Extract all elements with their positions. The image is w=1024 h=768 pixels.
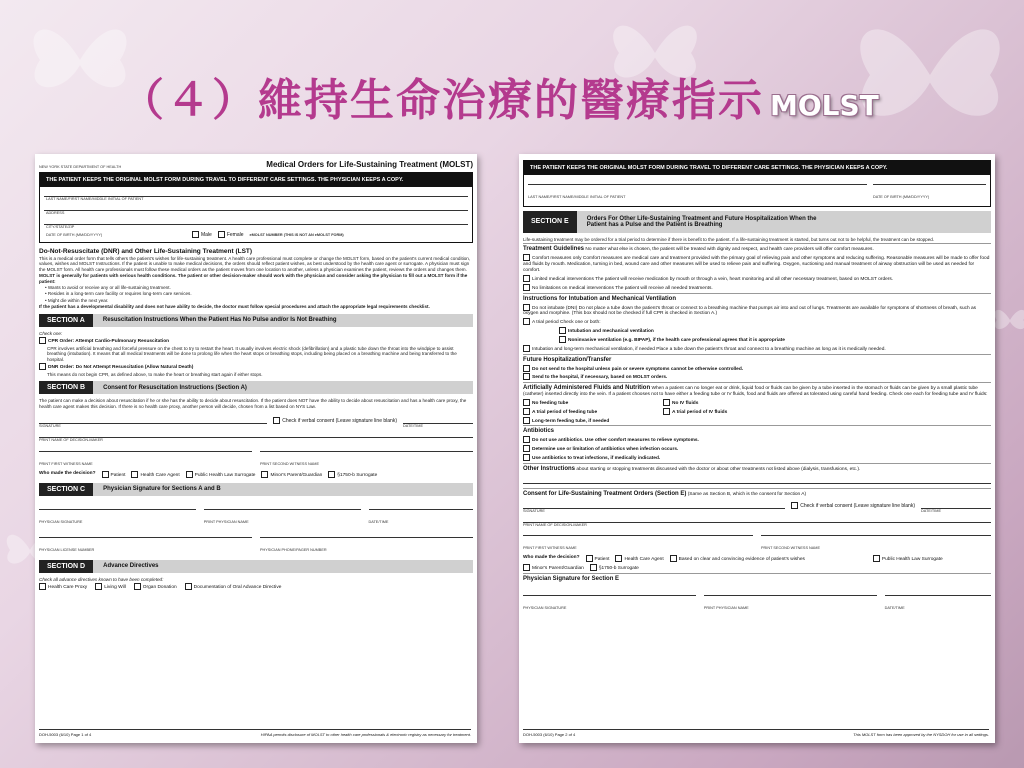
antibiotics-heading: Antibiotics [523,428,554,435]
physician-date-field[interactable] [885,587,991,596]
form-title: Medical Orders for Life-Sustaining Treatment (MOLST) [266,160,473,169]
decision-maker-field[interactable] [39,428,473,438]
male-checkbox[interactable] [192,231,199,238]
decision-maker-label: PRINT NAME OF DECISION-MAKER [39,438,103,443]
limited-interventions-checkbox[interactable] [523,275,530,282]
trial-feeding-checkbox[interactable] [523,408,530,415]
section-b-label: SECTION B [39,381,93,394]
signature-label: SIGNATURE [39,424,61,429]
section-d-title: Advance Directives [103,563,159,570]
datetime-label: DATE/TIME [921,508,941,513]
male-label: Male [201,231,212,238]
no-antibiotics-label: Do not use antibiotics. Use other comfort measures to relieve symptoms. [532,438,699,444]
dnr-title: DNR Order: Do Not Attempt Resuscitation (Allow Natural Death) [48,364,194,370]
physician-phone-field[interactable] [260,528,473,538]
who-patient-label: Patient [110,472,126,478]
physician-signature-label: PHYSICIAN SIGNATURE [523,606,567,611]
ad-oral-checkbox[interactable] [185,583,192,590]
check-one-label: Check one: [39,330,63,336]
decision-maker-field[interactable] [523,513,991,523]
no-iv-label: No IV fluids [672,400,699,406]
section-e-title: Orders For Other Life-Sustaining Treatment and Future Hospitalization When the Patient has a Pulse and the Patient is Breathing [586,216,817,228]
physician-name-label: PRINT PHYSICIAN NAME [203,519,249,524]
who-agent-checkbox[interactable] [131,471,138,478]
consent-note: (Same as Section B, which is the consent for Section A) [687,491,807,497]
who-guardian-label: Minor's Parent/Guardian [532,566,584,572]
section-d-label: SECTION D [39,560,93,573]
cpr-title: CPR Order: Attempt Cardio-Pulmonary Resuscitation [48,338,170,344]
molst-general: MOLST is generally for patients with serious health conditions. The patient or other decision-maker should work with the physician and consider asking the physician to fill out a MOLST form if the patient: [39,273,468,284]
who-patient-checkbox[interactable] [102,471,109,478]
who-1750b-label: §1750-b Surrogate [337,472,378,478]
no-limitations-checkbox[interactable] [523,284,530,291]
long-term-feeding-label: Long-term feeding tube, if needed [532,418,610,424]
physician-phone-label: PHYSICIAN PHONE/PAGER NUMBER [260,547,327,552]
ad-oral-label: Documentation of Oral Advance Directive [193,584,282,590]
verbal-consent-checkbox[interactable] [273,417,280,424]
dob-field-label: DATE OF BIRTH (MM/DD/YYYY) [46,232,103,237]
cpr-text: CPR involves artificial breathing and forceful pressure on the chest to try to restart the heart. It usually involves electric shock (defibrillation) and a plastic tube down the throat into the windpipe to assist breathing (intubation). It means that all medical treatments will be done to prolong life when the heart stops or breathing stops, including being placed on a breathing machine and being transferred to the hospital. [47,345,457,362]
trial-period-checkbox[interactable] [523,318,530,325]
name-field[interactable] [44,187,468,197]
who-guardian-checkbox[interactable] [261,471,268,478]
section-b-title: Consent for Resuscitation Instructions (Section A) [103,384,247,391]
ad-organ-checkbox[interactable] [134,583,141,590]
physician-date-label: DATE/TIME [884,606,905,611]
ad-proxy-label: Health Care Proxy [48,584,88,590]
name-field-label: LAST NAME/FIRST NAME/MIDDLE INITIAL OF PATIENT [46,197,144,201]
witness1-field[interactable] [39,442,252,452]
long-term-feeding-checkbox[interactable] [523,417,530,424]
who-patient-checkbox[interactable] [586,555,593,562]
city-field[interactable] [44,215,468,225]
limited-interventions-label: Limited medical interventions The patient will receive medication by mouth or through a vein, heart monitoring and all other necessary treatment, based on MOLST orders. [532,276,894,282]
section-b-header [39,381,473,394]
who-1750b-label: §1750-b Surrogate [598,566,639,572]
who-decision-label: Who made the decision? [523,554,580,560]
slide-title-main: （４）維持生命治療的醫療指示 [120,75,764,126]
determine-antibiotics-label: Determine use or limitation of antibiotics when infection occurs. [532,446,679,452]
footer-right: This MOLST form has been approved by the NYSDOH for use in all settings. [853,732,989,737]
physician-signature-label: PHYSICIAN SIGNATURE [39,519,83,524]
verbal-consent-label: Check if verbal consent (Leave signature line blank) [800,502,915,509]
city-field-label: CITY/STATE/ZIP [46,225,75,229]
send-hospital-checkbox[interactable] [523,373,530,380]
who-patient-label: Patient [594,556,610,562]
verbal-consent-label: Check if verbal consent (Leave signature line blank) [282,417,397,424]
emolst-label: eMOLST NUMBER (THIS IS NOT AN eMOLST FORM) [249,232,344,237]
trial-feeding-label: A trial period of feeding tube [532,409,598,415]
section-c-label: SECTION C [39,483,93,496]
who-agent-checkbox[interactable] [615,555,622,562]
footer-left: DOH-5003 (6/10) Page 2 of 4 [523,732,576,737]
dnr-heading: Do-Not-Resuscitate (DNR) and Other Life-Sustaining Treatment (LST) [39,248,253,255]
witness1-label: PRINT FIRST WITNESS NAME [523,545,577,550]
section-e-intro: Life-sustaining treatment may be ordered for a trial period to determine if there is benefit to the patient. If a life-sustaining treatment is started, but turns out not to be helpful, the treatment can be stopped. [523,237,935,242]
determine-antibiotics-checkbox[interactable] [523,445,530,452]
ad-proxy-checkbox[interactable] [39,583,46,590]
banner: THE PATIENT KEEPS THE ORIGINAL MOLST FORM DURING TRAVEL TO DIFFERENT CARE SETTINGS. THE PHYSICIAN KEEPS A COPY. [524,161,990,175]
trial-iv-checkbox[interactable] [663,408,670,415]
cpr-checkbox[interactable] [39,337,46,344]
dob-field[interactable] [873,175,986,185]
hospitalization-heading: Future Hospitalization/Transfer [523,356,612,363]
section-a-title: Resuscitation Instructions When the Patient Has No Pulse and/or Is Not Breathing [102,317,337,324]
trial-period-label: A trial period Check one or both: [532,320,601,326]
butterfly-decoration-icon [990,300,1024,340]
who-evidence-checkbox[interactable] [670,555,677,562]
ad-living-will-checkbox[interactable] [95,583,102,590]
send-hospital-label: Send to the hospital, if necessary, based on MOLST orders. [532,375,668,381]
long-term-vent-checkbox[interactable] [523,345,530,352]
slide-title [120,64,879,128]
datetime-field[interactable] [403,415,473,424]
physician-name-label: PRINT PHYSICIAN NAME [703,606,749,611]
bullet-2: • Resides in a long-term care facility or requires long-term care services. [45,291,192,297]
section-b-text: The patient can make a decision about resuscitation if he or she has the ability to decide about resuscitation. If the patient does NOT have the ability to decide about resuscitation and has a health care proxy, the health care agent makes this decision. If there is no health care proxy, another person will decide, chosen from a list based on NYS Law. [39,398,467,409]
physician-name-field[interactable] [204,500,361,510]
dept-label: NEW YORK STATE DEPARTMENT OF HEALTH [39,165,122,169]
datetime-label: DATE/TIME [403,424,423,429]
intubation-mech-label: Intubation and mechanical ventilation [568,329,654,334]
witness2-field[interactable] [761,527,991,536]
no-hospital-label: Do not send to the hospital unless pain or severe symptoms cannot be otherwise controlled. [532,366,744,372]
no-iv-checkbox[interactable] [663,399,670,406]
physician-name-field[interactable] [704,587,877,596]
female-label: Female [226,231,244,238]
witness1-field[interactable] [523,527,753,536]
dni-checkbox[interactable] [523,304,530,311]
who-surrogate-checkbox[interactable] [186,471,193,478]
address-field-label: ADDRESS [46,211,65,215]
treatment-guidelines-heading: Treatment Guidelines [523,246,585,253]
section-d-header [39,560,473,573]
who-surrogate-label: Public Health Law Surrogate [881,556,943,562]
banner: THE PATIENT KEEPS THE ORIGINAL MOLST FORM DURING TRAVEL TO DIFFERENT CARE SETTINGS. THE PHYSICIAN KEEPS A COPY. [40,173,472,187]
section-c-header [39,483,473,496]
dev-disability-note: If the patient has a developmental disability and does not have ability to decide, the doctor must follow special procedures and attach the appropriate legal requirements checklist. [39,304,430,310]
section-a-label: SECTION A [39,314,93,327]
who-surrogate-checkbox[interactable] [873,555,880,562]
other-instructions-heading: Other Instructions [523,465,576,472]
footer-right: HIPAA permits disclosure of MOLST to other health care professionals & electronic registry as necessary for treatment. [260,732,471,737]
ad-living-will-label: Living Will [104,584,126,590]
molst-page-2 [519,154,995,743]
signature-field[interactable] [523,500,785,509]
who-guardian-checkbox[interactable] [523,564,530,571]
witness2-label: PRINT SECOND WITNESS NAME [260,462,319,467]
dnr-paragraph: This is a medical order form that tells others the patient's wishes for life-sustaining treatment. A health care professional must complete or change the MOLST form, based on the patient's current medical condition, values, wishes and MOLST Instructions. If the patient is unable to make medical decisions, the orders should reflect patient wishes, as best understood by the health care agent or surrogate. A physician must sign the MOLST form. All health care professionals must follow these medical orders as the patient moves from one location to another, unless a physician examines the patient, reviews the orders and changes them. [39,256,471,272]
other-instructions-field[interactable] [523,474,991,484]
physician-signature-field[interactable] [39,500,196,510]
witness2-field[interactable] [260,442,473,452]
section-e-label: SECTION E [523,211,577,233]
slide-title-suffix: MOLST [770,89,879,122]
address-field[interactable] [44,201,468,211]
name-field[interactable] [528,175,867,185]
who-surrogate-label: Public Health Law Surrogate [194,472,256,478]
section-e-header [523,211,991,233]
who-evidence-label: Based on clear and convincing evidence of patient's wishes [678,556,805,562]
use-antibiotics-label: Use antibiotics to treat infections, if medically indicated. [532,455,661,461]
treatment-guidelines-text: No matter what else is chosen, the patient will be treated with dignity and respect, and health care providers will offer comfort measures. [585,247,874,253]
no-feeding-tube-checkbox[interactable] [523,399,530,406]
bullet-1: • Wants to avoid or receive any or all life-sustaining treatment. [45,285,171,291]
comfort-only-label: Comfort measures only Comfort measures are medical care and treatment provided with the primary goal of relieving pain and other symptoms and reducing suffering. Reasonable measures will be made to offer food and fluids by mouth. Medication, turning in bed, wound care and other measures will be used to relieve pain and suffering. Oxygen, suctioning and manual treatment of airway obstruction will be used as needed for comfort. [523,256,990,274]
signature-label: SIGNATURE [523,508,545,513]
physician-license-field[interactable] [39,528,252,538]
noninvasive-checkbox[interactable] [559,336,566,343]
who-agent-label: Health Care Agent [140,472,180,478]
fluids-text: When a patient can no longer eat or drink, liquid food or fluids can be given by a tube inserted in the stomach or fluids can be given by a small plastic tube (catheter) inserted directly into the vein. If a patient chooses not to have either a feeding tube or IV fluids, food and fluids are offered as tolerated using careful hand feeding. Check one each for feeding tube and IV fluids: [523,386,988,398]
intubation-heading: Instructions for Intubation and Mechanical Ventilation [523,295,677,302]
physician-signature-field[interactable] [523,587,696,596]
consent-heading: Consent for Life-Sustaining Treatment Orders (Section E) [523,490,687,497]
use-antibiotics-checkbox[interactable] [523,454,530,461]
ad-organ-label: Organ Donation [142,584,177,590]
name-field-label: LAST NAME/FIRST NAME/MIDDLE INITIAL OF PATIENT [528,195,626,199]
signature-field[interactable] [39,415,267,424]
verbal-consent-checkbox[interactable] [791,502,798,509]
footer-left: DOH-5003 (6/10) Page 1 of 4 [39,732,92,737]
witness2-label: PRINT SECOND WITNESS NAME [761,545,820,550]
who-1750b-checkbox[interactable] [590,564,597,571]
physician-license-label: PHYSICIAN LICENSE NUMBER [39,547,95,552]
section-a-header [39,314,473,327]
dnr-text: This means do not begin CPR, as defined above, to make the heart or breathing start again if either stops. [47,371,263,377]
dni-label: Do not intubate (DNI) Do not place a tube down the patient's throat or connect to a breathing machine that pumps air into and out of lungs. Treatments are available for symptoms of shortness of breath, such as oxygen and morphine. (This box should not be checked if full CPR is checked in Section A.) [523,305,977,317]
witness1-label: PRINT FIRST WITNESS NAME [39,462,93,467]
other-instructions-text: about starting or stopping treatments discussed with the doctor or about other treatments not listed above (dialysis, transfusions, etc.). [576,466,861,472]
comfort-only-checkbox[interactable] [523,254,530,261]
dnr-checkbox[interactable] [39,363,46,370]
dob-field-label: DATE OF BIRTH (MM/DD/YYYY) [873,195,930,199]
noninvasive-label: Noninvasive ventilation (e.g. BIPAP), if the health care professional agrees that it is appropriate [568,337,785,343]
who-decision-label: Who made the decision? [39,471,96,477]
no-antibiotics-checkbox[interactable] [523,436,530,443]
bullet-3: • Might die within the next year. [45,297,109,303]
no-feeding-tube-label: No feeding tube [532,400,569,406]
physician-signature-heading: Physician Signature for Section E [523,576,620,583]
trial-iv-label: A trial period of IV fluids [672,409,728,415]
no-limitations-label: No limitations on medical interventions The patient will receive all needed treatments. [532,285,713,291]
physician-date-field[interactable] [369,500,474,510]
decision-maker-label: PRINT NAME OF DECISION-MAKER [523,522,587,527]
physician-date-label: DATE/TIME [368,519,389,524]
section-d-instructions: Check all advance directives known to have been completed: [39,576,164,582]
no-hospital-checkbox[interactable] [523,365,530,372]
section-c-title: Physician Signature for Sections A and B [103,486,221,493]
who-guardian-label: Minor's Parent/Guardian [270,472,323,478]
molst-page-1 [35,154,477,743]
female-checkbox[interactable] [218,231,225,238]
who-1750b-checkbox[interactable] [328,471,335,478]
fluids-heading: Artificially Administered Fluids and Nutrition [523,385,651,392]
who-agent-label: Health Care Agent [624,556,664,562]
intubation-mech-checkbox[interactable] [559,327,566,334]
datetime-field[interactable] [921,500,991,509]
long-term-vent-label: Intubation and long-term mechanical ventilation, if needed Place a tube down the patient's throat and connect to a breathing machine as long as it is medically needed. [532,346,886,352]
